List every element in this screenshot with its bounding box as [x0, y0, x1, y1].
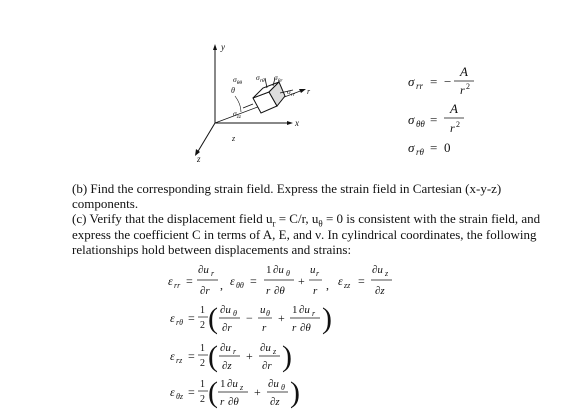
etz-plus: +: [254, 385, 261, 399]
erz-sub: rz: [176, 356, 183, 365]
srt-val: 0: [444, 140, 451, 155]
etz-t1-num: ∂u: [227, 378, 238, 390]
r-label: r: [307, 87, 311, 96]
etz-lparen: (: [208, 376, 218, 409]
etz-sub: θz: [176, 392, 184, 401]
srr-sub: rr: [416, 81, 424, 91]
ert-minus: −: [246, 311, 253, 325]
srt-sym: σ: [408, 140, 415, 155]
ezz-sym: ε: [338, 274, 343, 288]
etz-t1-one: 1: [220, 378, 226, 390]
ezz-sub: zz: [344, 281, 351, 290]
z-axis-label: z: [197, 154, 201, 163]
stress-arrow-4: [243, 104, 253, 108]
srt-eq: =: [430, 140, 438, 155]
stt-pow: 2: [456, 120, 460, 129]
etz-eq: =: [188, 385, 195, 399]
ert-sub: rθ: [176, 318, 184, 327]
erz-half-num: 1: [200, 343, 205, 354]
ezz-den: ∂z: [375, 285, 385, 297]
ett-one: 1: [266, 264, 272, 276]
ert-t3-num: ∂u: [299, 304, 310, 316]
etz-t1-r: r: [220, 396, 225, 408]
stt-num: A: [450, 101, 458, 116]
c-line1-sub1: r: [272, 218, 276, 229]
ett-du-sub: θ: [286, 269, 290, 278]
ett-ur: u: [310, 264, 316, 276]
ert-rparen: ): [322, 302, 332, 335]
err-sub: rr: [174, 281, 181, 290]
ett-plus: +: [298, 274, 305, 288]
erz-sym: ε: [170, 349, 175, 363]
ert-t3-one: 1: [292, 304, 298, 316]
srr-sym: σ: [408, 74, 415, 89]
comma-1: ,: [220, 278, 223, 292]
c-line1-sub2: θ: [318, 218, 323, 229]
srr-pow: 2: [466, 82, 470, 91]
label-s-rr: $\sigma_{rr}$: [287, 87, 295, 98]
ett-dtheta: ∂θ: [274, 285, 285, 297]
y-axis-arrow: [213, 44, 217, 50]
srr-num: A: [460, 64, 468, 79]
ert-sym: ε: [170, 311, 175, 325]
label-s-rt: $\sigma_{r\theta}$: [256, 73, 265, 84]
stt-sym: σ: [408, 112, 415, 127]
erz-plus: +: [246, 349, 253, 363]
srr-eq: =: [430, 74, 438, 89]
ert-t1-den: ∂r: [222, 322, 232, 334]
srr-sign: −: [444, 74, 452, 89]
stress-figure: [185, 38, 330, 163]
c-line1-end: = 0 is consistent with the strain field, and: [322, 211, 541, 226]
erz-t1-sub: r: [233, 347, 237, 356]
comma-2: ,: [326, 278, 329, 292]
c-line1-mid: = C/r, u: [275, 211, 319, 226]
err-num: ∂u: [198, 264, 209, 276]
srt-sub: rθ: [416, 147, 424, 157]
strain-equations: [168, 258, 468, 410]
err-den: ∂r: [200, 285, 210, 297]
x-axis-arrow: [287, 121, 293, 125]
stt-eq: =: [430, 112, 438, 127]
y-axis-label: y: [221, 42, 225, 52]
err-sym: ε: [168, 274, 173, 288]
ert-t3-r: r: [292, 322, 297, 334]
c-line1-a: (c) Verify that the displacement field u: [72, 211, 273, 226]
x-axis-label: x: [295, 118, 299, 128]
srr-den: r: [460, 83, 465, 97]
etz-rparen: ): [290, 376, 300, 409]
err-num-sub: r: [211, 269, 215, 278]
erz-t1-den: ∂z: [222, 360, 232, 372]
part-b-line2: components.: [72, 196, 139, 211]
part-c-line3: relationships hold between displacements and strains:: [72, 242, 352, 257]
ezz-eq: =: [358, 274, 365, 288]
etz-t2-sub: θ: [281, 383, 285, 392]
erz-half-den: 2: [200, 358, 205, 369]
ert-plus: +: [278, 311, 285, 325]
ert-t2-num: u: [260, 304, 266, 316]
etz-t2-den: ∂z: [270, 396, 280, 408]
ert-t1-sub: θ: [233, 309, 237, 318]
ert-lparen: (: [208, 302, 218, 335]
erz-lparen: (: [208, 340, 218, 373]
erz-t1-num: ∂u: [220, 342, 231, 354]
stress-field-equations: [408, 60, 508, 160]
erz-eq: =: [188, 349, 195, 363]
ert-t2-sub: θ: [266, 309, 270, 318]
ett-eq: =: [250, 274, 257, 288]
ezz-num-sub: z: [385, 269, 389, 278]
ett-r2: r: [313, 285, 318, 297]
stt-den: r: [450, 121, 455, 135]
erz-t2-num: ∂u: [260, 342, 271, 354]
etz-half-num: 1: [200, 379, 205, 390]
etz-half-den: 2: [200, 394, 205, 405]
stt-sub: θθ: [416, 119, 425, 129]
ert-t3-den: ∂θ: [300, 322, 311, 334]
ett-du: ∂u: [273, 264, 284, 276]
ett-sub: θθ: [236, 281, 244, 290]
ett-r: r: [266, 285, 271, 297]
ert-half-den: 2: [200, 320, 205, 331]
z-axis: [197, 123, 215, 153]
erz-rparen: ): [282, 340, 292, 373]
theta-label: θ: [231, 86, 235, 95]
ert-t2-den: r: [262, 322, 267, 334]
ert-eq: =: [188, 311, 195, 325]
ett-ur-sub: r: [316, 269, 320, 278]
r-arrow: [299, 89, 306, 93]
ert-half-num: 1: [200, 305, 205, 316]
etz-t1-sub: z: [240, 383, 244, 392]
label-s-zz: $\sigma_{zz}$: [233, 109, 241, 120]
ert-t1-num: ∂u: [220, 304, 231, 316]
ett-sym: ε: [230, 274, 235, 288]
etz-t1-den: ∂θ: [228, 396, 239, 408]
etz-t2-num: ∂u: [268, 378, 279, 390]
ert-t3-sub: r: [312, 309, 316, 318]
label-s-tr: $\sigma_{\theta r}$: [274, 73, 283, 84]
z-axis-label-2: z: [232, 134, 236, 143]
ezz-num: ∂u: [372, 264, 383, 276]
err-eq: =: [186, 274, 193, 288]
part-c-line2: express the coefficient C in terms of A, E, and ν. In cylindrical coordinates, the following: [72, 227, 537, 242]
etz-sym: ε: [170, 385, 175, 399]
part-b-line1: (b) Find the corresponding strain field. Express the strain field in Cartesian (x-y-z): [72, 181, 502, 196]
label-s-tt: $\sigma_{\theta\theta}$: [233, 75, 243, 86]
erz-t2-den: ∂r: [262, 360, 272, 372]
erz-t2-sub: z: [273, 347, 277, 356]
